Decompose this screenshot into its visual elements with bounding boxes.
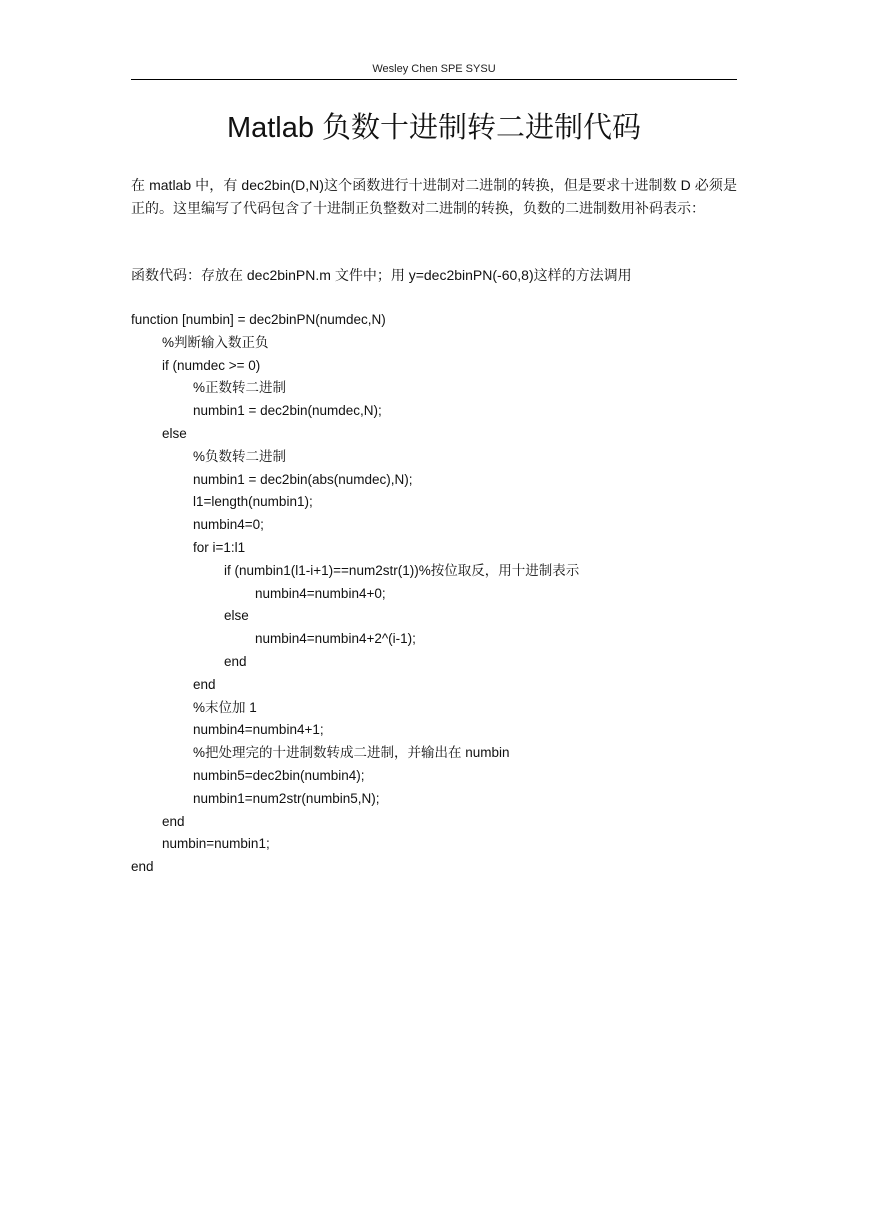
code-line: numbin=numbin1; [162, 836, 270, 852]
code-line: numbin4=numbin4+2^(i-1); [255, 631, 416, 647]
intro-paragraph: 在 matlab 中，有 dec2bin(D,N)这个函数进行十进制对二进制的转换，但是要求十进制数 D 必须是正的。这里编写了代码包含了十进制正负整数对二进制的转换，负数的二进制数用补码表示： [131, 177, 737, 216]
code-line: end [131, 859, 154, 875]
code-line: %判断输入数正负 [162, 334, 269, 350]
intro-section [131, 174, 737, 219]
code-line: end [193, 676, 216, 692]
code-line: numbin4=numbin4+1; [193, 722, 324, 738]
document-title: Matlab 负数十进制转二进制代码 [226, 112, 642, 144]
code-line: if (numbin1(l1-i+1)==num2str(1))%按位取反，用十进制表示 [224, 562, 580, 578]
code-line: for i=1:l1 [193, 539, 246, 555]
code-line: numbin5=dec2bin(numbin4); [193, 767, 365, 783]
code-line: numbin4=0; [193, 517, 264, 533]
usage-paragraph: 函数代码：存放在 dec2binPN.m 文件中；用 y=dec2binPN(-60,8)这样的方法调用 [131, 267, 632, 283]
code-line: %正数转二进制 [193, 380, 287, 396]
code-line: end [162, 813, 185, 829]
code-line: %负数转二进制 [193, 448, 287, 464]
code-line: if (numdec >= 0) [162, 357, 261, 373]
code-line: else [224, 608, 249, 624]
code-line: numbin1 = dec2bin(abs(numdec),N); [193, 471, 413, 487]
header-rule [131, 79, 737, 80]
code-line: numbin1=num2str(numbin5,N); [193, 790, 380, 806]
code-line: %把处理完的十进制数转成二进制，并输出在 numbin [193, 745, 510, 761]
code-block [131, 309, 737, 879]
code-line: numbin4=numbin4+0; [255, 585, 386, 601]
code-line: end [224, 653, 247, 669]
code-line: function [numbin] = dec2binPN(numdec,N) [131, 312, 386, 327]
code-line: %末位加 1 [193, 699, 257, 715]
page-header: Wesley Chen SPE SYSU [372, 63, 496, 75]
code-line: numbin1 = dec2bin(numdec,N); [193, 403, 382, 419]
code-line: l1=length(numbin1); [193, 494, 313, 510]
code-line: else [162, 425, 187, 441]
